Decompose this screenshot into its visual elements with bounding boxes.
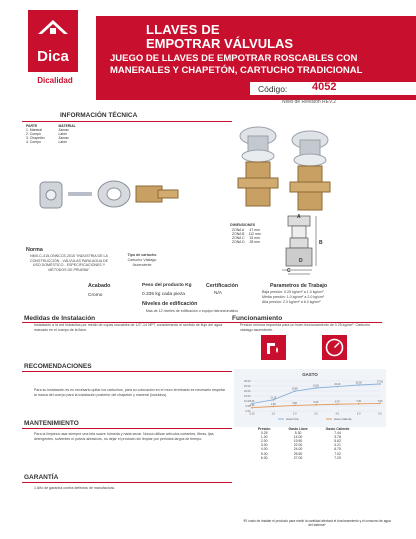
maintenance-text: Para la limpieza usar siempre una tela suave húmeda y nada secar. Nunca utilizar artículos cortantes, fibras, ljas, detergentes, solventes ni polvos abrasivos, no dejar el producto sin limpiar por periodos largos de tiempo.	[34, 432, 215, 441]
parts-header-part: PARTE	[26, 124, 38, 128]
recommendations-divider	[22, 371, 232, 372]
page-subtitle: JUEGO DE LLAVES DE EMPOTRAR ROSCABLES CON MANERALES Y CHAPETÓN, CARTUCHO TRADICIONAL	[110, 53, 363, 76]
function-title: Funcionamiento	[232, 315, 283, 322]
chart-ytick-label: 20.00	[244, 389, 251, 393]
flow-table-cell: 6.75	[334, 447, 341, 452]
dim-value: 33 mm	[249, 235, 260, 240]
warranty-divider	[22, 482, 232, 483]
chart-data-label: 27.00	[377, 380, 383, 384]
flow-table-cell: 2.00	[260, 439, 268, 444]
dim-value: 112 mm	[248, 231, 261, 236]
weight-value: 0.335 kg cada pieza	[142, 292, 185, 297]
dimensions-table	[230, 223, 263, 244]
dim-label-c: C	[287, 268, 291, 274]
cartridge-label: Tipo de cartucho	[127, 253, 157, 257]
chart-data-label: 6.75	[335, 400, 340, 404]
chart-ytick-label: 15.00	[244, 394, 251, 398]
dim-value: 47 mm	[249, 227, 260, 232]
dim-zone: ZONA A	[232, 227, 245, 232]
dim-zone: ZONA B	[232, 231, 245, 236]
dim-label-b: B	[319, 240, 323, 246]
pressure-low: Baja presión: 0.25 kg/cm² a 1.0 kg/cm²	[262, 290, 324, 294]
flow-table-cell: 3.00	[260, 443, 268, 448]
warranty-title: GARANTÍA	[24, 474, 59, 481]
cert-label: Certificación	[206, 283, 239, 289]
pressure-mid: Media presión: 1.0 kg/cm² a 2.0 kg/cm²	[262, 295, 325, 299]
chart-data-label: 7.20	[356, 400, 361, 404]
chart-ytick-label: 25.00	[244, 384, 251, 388]
chart-legend-label: Llave Fría	[286, 417, 299, 421]
flow-table-cell: 19.50	[293, 439, 303, 444]
edification-label: Niveles de edificación	[142, 301, 198, 307]
dim-label-d: D	[299, 258, 303, 264]
flow-table-cell: 7.44	[334, 431, 341, 436]
dim-label-a: A	[297, 214, 301, 220]
flow-table-cell: 14.00	[293, 435, 303, 440]
chart-data-label: 24.40	[334, 383, 341, 386]
dim-zone: ZONA C	[232, 235, 245, 240]
chart-xtick-label: 4.0	[335, 412, 340, 416]
chart-xtick-label: 6.0	[378, 412, 382, 416]
flow-table-cell: 25.50	[293, 451, 303, 456]
weight-label: Peso del producto Kg	[142, 283, 192, 288]
page-title-line1: LLAVES DE	[146, 22, 220, 37]
chart-data-label: 26.00	[355, 381, 362, 385]
product-photo	[218, 118, 346, 218]
maintenance-title: MANTENIMIENTO	[24, 420, 79, 427]
flow-header-cold: Gasto Llave	[288, 427, 308, 431]
flow-table-cell: 24.00	[293, 447, 303, 452]
flow-chart	[234, 377, 386, 423]
chart-data-label: 7.60	[377, 399, 383, 403]
chart-legend-label: Llave Caliente	[334, 417, 352, 421]
flow-table-cell: 5.30	[294, 431, 302, 436]
flow-table-cell: 22.00	[293, 443, 303, 448]
flow-table-cell: 27.00	[293, 455, 303, 460]
logo-roof-icon	[36, 18, 70, 36]
chart-xtick-label: 3.0	[314, 412, 318, 416]
code-value: 4052	[312, 81, 337, 93]
pressure-gauge-icon	[322, 335, 347, 360]
chart-ytick-label: 10.00	[244, 399, 251, 403]
part-material: Zamac	[58, 128, 69, 133]
pressure-high: Alta presión: 2.0 kg/cm² a 6.0 kg/cm²	[262, 300, 321, 304]
flow-table-cell: 7.02	[334, 451, 341, 456]
tech-info-title: INFORMACIÓN TÉCNICA	[60, 112, 138, 119]
code-label: Código:	[258, 84, 288, 94]
chart-title: GASTO	[302, 372, 318, 377]
cartridge-value: Cartucho Vástago Ascendente	[127, 258, 157, 267]
chart-ytick-label: 0.00	[245, 409, 251, 413]
flow-header-hot: Gasto Caliente	[325, 427, 350, 431]
flow-table-row	[256, 456, 351, 460]
norma-label: Norma	[26, 247, 43, 253]
maintenance-divider	[22, 428, 232, 429]
chart-xtick-label: 0.25	[249, 412, 255, 416]
exploded-parts-image	[36, 172, 186, 216]
parts-header-material: MATERIAL	[58, 124, 76, 128]
chart-ytick-label: 30.00	[244, 379, 251, 383]
flow-table-cell: 6.00	[260, 455, 268, 460]
dim-value: 28 mm	[249, 239, 260, 244]
flow-table-cell: 7.29	[334, 455, 341, 460]
recommendations-title: RECOMENDACIONES	[24, 363, 92, 370]
norma-text: NMX-C-415-ONNCCE-2015 "INDUSTRIA DE LA CONSTRUCCIÓN - VÁLVULAS PARA AGUA DE USO DOMÉSTICO - ESPECIFICACIONES Y MÉTODOS DE PRUEBA"	[30, 254, 108, 272]
flow-table-cell: 3.78	[334, 435, 341, 440]
chart-data-label: 6.20	[313, 401, 319, 405]
flow-table-cell: 1.00	[260, 435, 268, 440]
chart-xtick-label: 2.0	[292, 412, 297, 416]
finish-value: Cromo	[88, 293, 103, 298]
chart-xtick-label: 5.0	[356, 412, 361, 416]
part-material: Zamac	[58, 136, 69, 141]
part-name: 4. Cuerpo	[26, 140, 41, 145]
logo-subtitle: Dicalidad	[37, 76, 73, 85]
chart-xtick-label: 1.0	[271, 412, 276, 416]
revision-level: Nivel de Revisión REV.2	[282, 99, 337, 105]
dimensions-title: DIMENSIONES	[230, 223, 256, 227]
edification-value: Mas de 12 niveles de edificación o equipo hidroneumático	[145, 309, 239, 313]
chart-data-label: 23.00	[313, 384, 319, 388]
tech-info-divider	[22, 121, 232, 122]
flow-table-cell: 5.62	[334, 439, 341, 444]
logo-word: Dica	[37, 48, 69, 65]
chart-data-label: 11.15	[270, 396, 277, 400]
chart-data-label: 7.44	[249, 399, 255, 403]
page-title-line2: EMPOTRAR VÁLVULAS	[146, 36, 294, 51]
recommendations-text: Para su instalación es es necesario quitar los cartuchos, para su colocación en el muro terminado es necesario respetar la marca del cuerpo para la instalación posterior del chapetón y maneral (incluidos).	[34, 388, 226, 397]
parts-table	[24, 124, 78, 144]
flow-header-pressure: Presión	[258, 427, 271, 431]
cert-value: N/A	[214, 291, 222, 296]
finish-label: Acabado	[88, 283, 111, 289]
flow-table-cell: 4.21	[334, 443, 341, 448]
flow-table	[256, 427, 351, 460]
part-name: 3. Chapetón	[26, 136, 45, 141]
chart-data-label: 4.50	[271, 402, 276, 406]
flow-table-cell: 4.00	[260, 447, 268, 452]
water-usage-icon	[261, 335, 286, 360]
part-material: Latón	[58, 140, 67, 145]
flow-footnote: *El costo de instalar el producto para medir la cantidad afectará el funcionamiento y el consumo de agua del sistema*	[243, 519, 391, 527]
chart-ytick-label: 5.00	[245, 404, 251, 408]
installation-title: Medidas de Instalación	[24, 315, 96, 322]
chart-data-label: 3.30	[249, 404, 255, 408]
function-text: Presión mínima requerida para un buen funcionamiento de 0.25 kg/cm². Cartucho vástago ascendente.	[240, 323, 371, 332]
flow-table-cell: 0.25	[260, 431, 268, 436]
installation-text: Instalación a la red hidráulica por medio de copas roscables de 1/2"-14 NPT, considerando el sentido de flujo del agua marcado en el cuerpo de la llave.	[34, 323, 223, 332]
part-name: 2. Cuerpo	[26, 132, 41, 137]
part-material: Latón	[58, 132, 67, 137]
dim-zone: ZONA D	[232, 239, 245, 244]
part-name: 1. Maneral	[26, 128, 43, 133]
pressure-label: Parametros de Trabajo	[270, 283, 328, 289]
chart-data-label: 5.60	[292, 401, 297, 405]
flow-table-cell: 5.00	[260, 451, 268, 456]
chart-data-label: 19.80	[291, 387, 298, 391]
warranty-text: 1 Año de garantía contra defectos de manufactura.	[34, 486, 115, 490]
